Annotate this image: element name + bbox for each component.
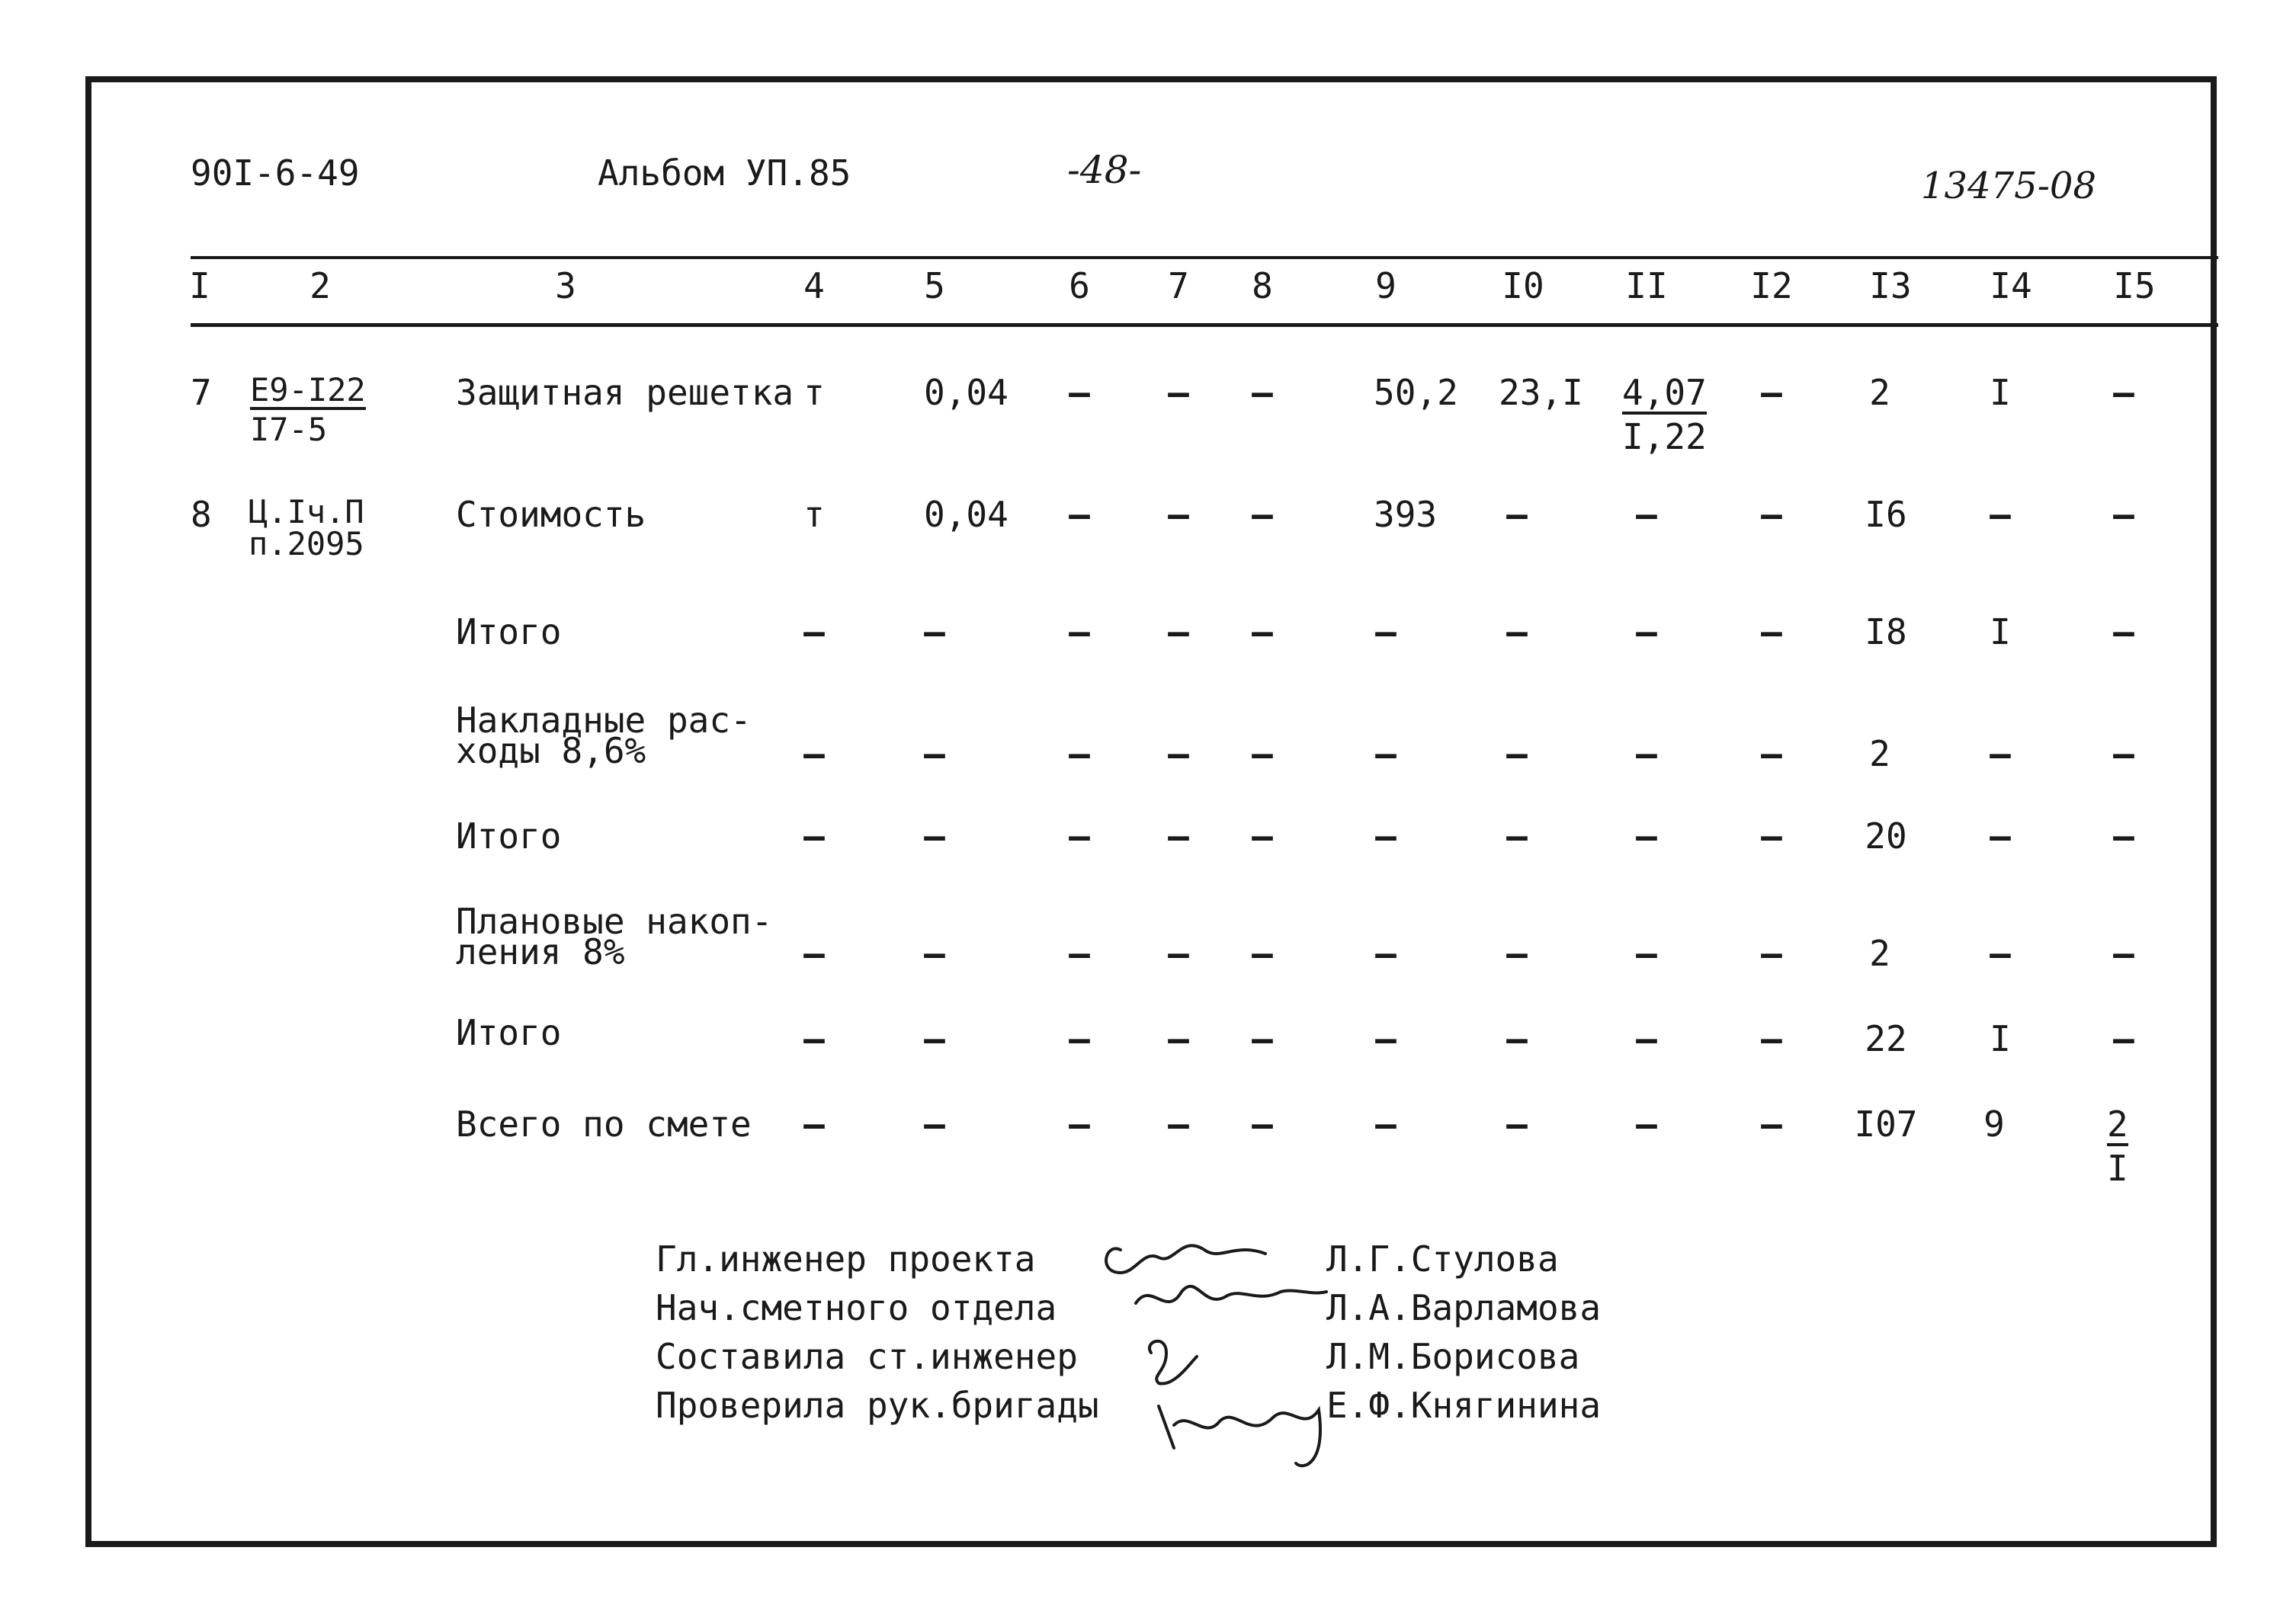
cell-value: – [1069,494,1090,535]
column-number: 7 [1168,265,1189,306]
cell-value: I8 [1865,611,1907,652]
item-name: Итого [456,611,562,652]
cell-value: – [1069,372,1090,413]
column-number: 6 [1069,265,1090,306]
cell-value: – [803,815,825,857]
signatory-name: Е.Ф.Княгинина [1326,1385,1602,1426]
item-name-line-1: Накладные рас- [456,700,752,741]
quantity: 0,04 [924,494,1009,535]
cell-value: – [1636,611,1657,652]
cell-value: 2 [1869,372,1890,413]
cell-value: – [1636,494,1657,535]
cell-value: – [1168,1018,1189,1059]
column-number: I2 [1750,265,1793,306]
cell-value: – [924,933,945,974]
cell-value: 22 [1865,1018,1907,1059]
header-rule-bottom [191,323,2218,327]
cell-value: – [1761,372,1782,413]
cell-value: 393 [1374,494,1438,535]
cell-value: – [1506,494,1528,535]
cell-value: I [1990,611,2011,652]
item-name-line-2: ходы 8,6% [456,730,646,771]
cell-value: – [1252,611,1273,652]
cell-value: 20 [1865,815,1907,857]
column-number: 9 [1375,265,1397,306]
cell-value: – [1069,1018,1090,1059]
cell-value: – [924,1104,945,1145]
cell-value: – [1252,1104,1273,1145]
cell-value: – [2113,815,2134,857]
header-rule-top [191,256,2218,259]
cell-value: 2 [1869,933,1890,974]
cell-value: I07 [1854,1104,1918,1145]
cell-value: – [1168,611,1189,652]
cell-value: – [1252,933,1273,974]
code-denominator: I7-5 [250,410,328,448]
cell-value: – [1506,933,1528,974]
cell-value: – [1506,1104,1528,1145]
quantity: 0,04 [924,372,1009,413]
cell-value: – [803,1104,825,1145]
column-number: 3 [555,265,576,306]
cell-value: – [1069,933,1090,974]
cell-value: – [803,733,825,774]
cell-value: – [1375,1018,1397,1059]
value-numerator: 4,07 [1622,372,1707,413]
cell-value: 9 [1983,1104,2005,1145]
cell-value: 50,2 [1374,372,1458,413]
cell-value: – [1252,1018,1273,1059]
cell-value: – [1636,815,1657,857]
cell-value: – [924,815,945,857]
column-number: I4 [1990,265,2032,306]
cell-value: – [1761,733,1782,774]
cell-value: – [1168,372,1189,413]
cell-value: – [2113,1018,2134,1059]
cell-value: – [1069,815,1090,857]
cell-value: – [1252,815,1273,857]
cell-value: – [2113,611,2134,652]
cell-value: – [1168,733,1189,774]
signature-role: Нач.сметного отдела [656,1287,1057,1328]
cell-value: – [1761,1018,1782,1059]
handwritten-signatures [1090,1219,1334,1478]
item-name: Итого [456,1012,562,1053]
cell-value: – [924,733,945,774]
signature-names [1326,1235,1601,1430]
cell-value: – [803,611,825,652]
row-number: 8 [191,494,212,535]
item-name: Итого [456,815,562,857]
cell-value: – [1168,933,1189,974]
signature-role: Проверила рук.бригады [656,1385,1099,1426]
cell-value: – [1761,1104,1782,1145]
cell-value: – [1990,733,2011,774]
value-numerator: 2 [2107,1104,2128,1145]
cell-value: I6 [1865,494,1907,535]
signature-role: Гл.инженер проекта [656,1238,1036,1280]
cell-value: – [1252,494,1273,535]
value-denominator: I [2107,1148,2128,1189]
signatory-name: Л.А.Варламова [1326,1287,1602,1328]
column-number: II [1625,265,1668,306]
cell-value: – [1761,611,1782,652]
cell-value: I [1990,1018,2011,1059]
cell-value: – [2113,933,2134,974]
column-number: 8 [1252,265,1273,306]
cell-value: – [803,1018,825,1059]
cell-value: – [1990,933,2011,974]
code-fraction [249,493,364,562]
cell-value: – [2113,372,2134,413]
signatory-name: Л.М.Борисова [1326,1336,1580,1377]
cell-value: – [2113,733,2134,774]
column-number: I0 [1502,265,1544,306]
item-name-line-2: ления 8% [456,931,625,972]
code-numerator: Ц.Iч.П [249,493,364,530]
cell-value: – [1990,494,2011,535]
item-name: Всего по смете [456,1104,752,1145]
signature-role: Составила ст.инженер [656,1336,1078,1377]
column-number: 4 [803,265,825,306]
cell-value: 23,I [1499,372,1583,413]
cell-value: 2 [1869,733,1890,774]
cell-value: – [1990,815,2011,857]
item-name: Стоимость [456,494,646,535]
cell-value: – [1375,733,1397,774]
cell-value: – [1069,1104,1090,1145]
cell-value: – [1375,1104,1397,1145]
cell-value: – [1375,815,1397,857]
cell-value: – [1506,815,1528,857]
cell-value: – [1168,815,1189,857]
item-name-line-1: Плановые накоп- [456,901,773,942]
cell-value: – [1506,611,1528,652]
column-number: 2 [309,265,331,306]
cell-value: – [924,611,945,652]
cell-value: – [2113,494,2134,535]
cell-value: – [1375,611,1397,652]
cell-value: – [1506,733,1528,774]
cell-value: – [1761,933,1782,974]
column-number: I5 [2113,265,2156,306]
column-number: 5 [924,265,945,306]
cell-value: – [1636,933,1657,974]
cell-value: – [1636,1104,1657,1145]
value-fraction [2107,1104,2128,1189]
unit: т [803,372,825,413]
document-code: 90I-6-49 [191,152,360,194]
cell-value: – [1506,1018,1528,1059]
cell-value: – [1069,611,1090,652]
code-fraction [250,371,366,448]
code-denominator: п.2095 [249,524,364,562]
page-number: -48- [1067,148,1142,192]
album-label: Альбом УП.85 [598,152,851,194]
cell-value: I [1990,372,2011,413]
signatory-name: Л.Г.Стулова [1326,1238,1559,1280]
document-number: 13475-08 [1921,165,2096,207]
cell-value: – [1252,372,1273,413]
cell-value: – [1168,494,1189,535]
cell-value: – [1761,494,1782,535]
row-number: 7 [191,372,212,413]
column-number: I [189,265,210,306]
value-fraction [1622,372,1707,457]
cell-value: – [1761,815,1782,857]
cell-value: – [1636,1018,1657,1059]
value-denominator: I,22 [1622,416,1707,457]
unit: т [803,494,825,535]
cell-value: – [1375,933,1397,974]
cell-value: – [1252,733,1273,774]
cell-value: – [1168,1104,1189,1145]
cell-value: – [924,1018,945,1059]
cell-value: – [803,933,825,974]
signature-roles [656,1235,1099,1430]
code-numerator: E9-I22 [250,371,366,408]
column-number: I3 [1869,265,1912,306]
cell-value: – [1636,733,1657,774]
cell-value: – [1069,733,1090,774]
item-name: Защитная решетка [456,372,794,413]
